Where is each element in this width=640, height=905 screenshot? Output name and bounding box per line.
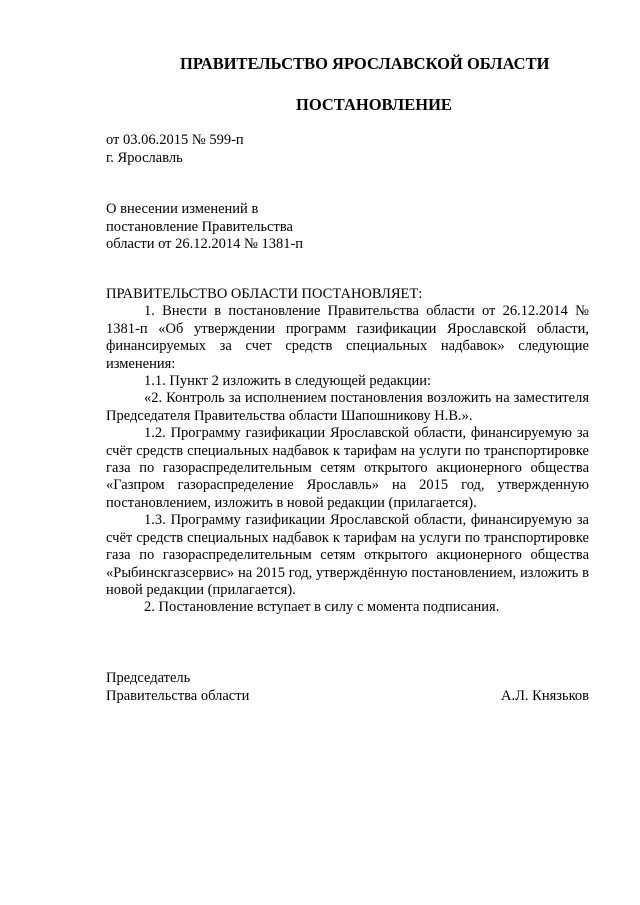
document-meta bbox=[106, 131, 244, 167]
paragraph-1-2: 1.2. Программу газификации Ярославской области, финансируемую за счёт средств специальных надбавок к тарифам на услуги по транспортировке газа по газораспределительным сетям открытого акционерного общества «Газпром газораспределение Ярославль» на 2015 год, утвержденную постановлением, изложить в новой редакции (прилагается). bbox=[106, 425, 589, 511]
paragraph-1: 1. Внести в постановление Правительства области от 26.12.2014 № 1381-п «Об утверждении программ газификации Ярославской области, финансируемых за счет средств специальных надбавок» следующие изменения: bbox=[106, 303, 589, 372]
subject-line: О внесении изменений в bbox=[106, 201, 259, 217]
signatory-name: А.Л. Князьков bbox=[500, 688, 589, 704]
paragraph-1-1: 1.1. Пункт 2 изложить в следующей редакции: bbox=[144, 373, 432, 390]
city: г. Ярославль bbox=[106, 150, 183, 166]
document-body bbox=[106, 286, 589, 617]
signatory-title-line2: Правительства области bbox=[106, 688, 250, 704]
document-type-title: ПОСТАНОВЛЕНИЕ bbox=[296, 95, 452, 114]
date-number: от 03.06.2015 № 599-п bbox=[106, 132, 244, 148]
paragraph-2: 2. Постановление вступает в силу с момента подписания. bbox=[144, 599, 500, 616]
organization-title: ПРАВИТЕЛЬСТВО ЯРОСЛАВСКОЙ ОБЛАСТИ bbox=[180, 54, 550, 73]
signature-block bbox=[106, 669, 589, 705]
signature-row bbox=[106, 687, 589, 705]
subject-line: постановление Правительства bbox=[106, 218, 293, 235]
document-subject bbox=[106, 201, 303, 254]
paragraph-1-1-quote: «2. Контроль за исполнением постановления возложить на заместителя Председателя Правительства области Шапошникову Н.В.». bbox=[106, 390, 589, 424]
paragraph-1-3: 1.3. Программу газификации Ярославской области, финансируемую за счёт средств специальных надбавок к тарифам на услуги по транспортировке газа по газораспределительным сетям открытого акционерного общества «Рыбинскгазсервис» на 2015 год, утверждённую постановлением, изложить в новой редакции (прилагается). bbox=[106, 512, 589, 598]
signatory-title-line1: Председатель bbox=[106, 670, 191, 686]
resolution-intro: ПРАВИТЕЛЬСТВО ОБЛАСТИ ПОСТАНОВЛЯЕТ: bbox=[106, 286, 423, 302]
subject-line: области от 26.12.2014 № 1381-п bbox=[106, 236, 304, 252]
